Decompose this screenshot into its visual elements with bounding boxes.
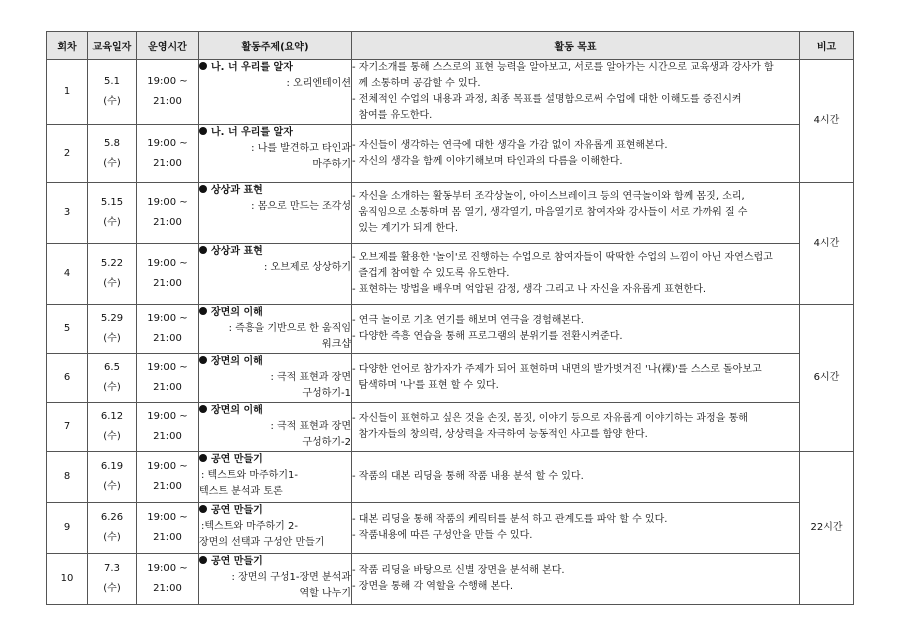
activity-goal bbox=[352, 403, 800, 452]
goal-line: - 작품의 대본 리딩을 통해 작품 내용 분석 할 수 있다. bbox=[352, 471, 584, 482]
day-of-week: (수) bbox=[103, 382, 121, 393]
goal-line: 참가자들의 창의력, 상상력을 자극하여 능동적인 사고를 함양 한다. bbox=[352, 429, 648, 440]
activity-topic bbox=[199, 354, 352, 403]
time-end: 21:00 bbox=[153, 217, 182, 228]
date-value: 5.22 bbox=[100, 258, 124, 269]
session-time bbox=[137, 354, 199, 403]
day-of-week: (수) bbox=[103, 583, 121, 594]
table-row bbox=[47, 554, 854, 605]
session-time bbox=[137, 403, 199, 452]
time-start: 19:00 ~ bbox=[147, 137, 188, 149]
time-start: 19:00 ~ bbox=[147, 76, 188, 87]
activity-goal bbox=[352, 244, 800, 305]
topic-subtitle: : 몸으로 만드는 조각성 bbox=[251, 201, 351, 212]
session-date bbox=[88, 244, 137, 305]
goal-line: - 자신을 소개하는 활동부터 조각상놀이, 아이스브레이크 등의 연극놀이와 함께 몸짓, 소리, bbox=[352, 191, 745, 202]
session-time bbox=[137, 503, 199, 554]
session-number: 9 bbox=[47, 503, 88, 554]
session-date bbox=[88, 183, 137, 244]
table-row bbox=[47, 354, 854, 403]
activity-goal bbox=[352, 125, 800, 183]
day-of-week: (수) bbox=[103, 96, 121, 107]
topic-title-text: 공연 만들기 bbox=[211, 505, 263, 516]
table-row bbox=[47, 125, 854, 183]
topic-subtitle: 구성하기-2 bbox=[302, 437, 351, 448]
date-value: 5.29 bbox=[100, 313, 124, 324]
topic-subtitle: : 극적 표현과 장면 bbox=[270, 421, 351, 432]
session-time bbox=[137, 452, 199, 503]
activity-goal bbox=[352, 503, 800, 554]
session-date bbox=[88, 354, 137, 403]
header-goal: 활동 목표 bbox=[352, 32, 800, 60]
activity-topic bbox=[199, 244, 352, 305]
date-value: 6.19 bbox=[100, 461, 124, 472]
topic-subtitle: : 텍스트와 마주하기1- bbox=[201, 470, 298, 481]
topic-subtitle: 장면의 선택과 구성안 만들기 bbox=[199, 537, 325, 548]
goal-line: - 장면을 통해 각 역할을 수행해 본다. bbox=[352, 581, 514, 592]
activity-goal bbox=[352, 452, 800, 503]
time-start: 19:00 ~ bbox=[147, 411, 188, 422]
goal-line: 즐겁게 참여할 수 있도록 유도한다. bbox=[352, 268, 510, 279]
time-start: 19:00 ~ bbox=[147, 563, 188, 574]
bullet-icon bbox=[199, 185, 207, 193]
topic-title-text: 장면의 이해 bbox=[211, 405, 263, 416]
table-row bbox=[47, 503, 854, 554]
session-time bbox=[137, 305, 199, 354]
session-number: 5 bbox=[47, 305, 88, 354]
time-end: 21:00 bbox=[153, 431, 182, 442]
session-time bbox=[137, 554, 199, 605]
hours-note: 4시간 bbox=[800, 183, 854, 305]
session-time bbox=[137, 125, 199, 183]
date-value: 7.3 bbox=[104, 563, 120, 574]
time-end: 21:00 bbox=[153, 333, 182, 344]
topic-subtitle: :텍스트와 마주하기 2- bbox=[201, 521, 298, 532]
topic-title bbox=[199, 452, 351, 468]
bullet-icon bbox=[199, 62, 207, 70]
topic-title bbox=[199, 554, 351, 570]
time-start: 19:00 ~ bbox=[147, 512, 188, 523]
session-time bbox=[137, 244, 199, 305]
goal-line: 있는 계기가 되게 한다. bbox=[352, 223, 459, 234]
day-of-week: (수) bbox=[103, 431, 121, 442]
topic-subtitle: : 오리엔테이션 bbox=[286, 78, 351, 89]
time-start: 19:00 ~ bbox=[147, 258, 188, 269]
goal-line: - 다양한 언어로 참가자가 주제가 되어 표현하며 내면의 발가벗겨진 '나(裸)'를 스스로 돌아보고 bbox=[352, 364, 762, 375]
session-date bbox=[88, 503, 137, 554]
goal-line: 탐색하며 '나'를 표현 할 수 있다. bbox=[352, 380, 499, 391]
session-number: 1 bbox=[47, 60, 88, 125]
activity-topic bbox=[199, 503, 352, 554]
header-date: 교육일자 bbox=[88, 32, 137, 60]
session-date bbox=[88, 60, 137, 125]
time-end: 21:00 bbox=[153, 278, 182, 289]
session-number: 10 bbox=[47, 554, 88, 605]
day-of-week: (수) bbox=[103, 157, 121, 169]
goal-line: - 전체적인 수업의 내용과 과정, 최종 목표를 설명함으로써 수업에 대한 이해도를 증진시켜 bbox=[352, 94, 742, 105]
goal-line: - 작품내용에 따른 구성안을 만들 수 있다. bbox=[352, 530, 533, 541]
topic-title bbox=[199, 354, 351, 370]
goal-line: - 표현하는 방법을 배우며 억압된 감정, 생각 그리고 나 자신을 자유롭게 표현한다. bbox=[352, 284, 707, 295]
date-value: 5.1 bbox=[104, 76, 120, 87]
hours-note: 22시간 bbox=[800, 452, 854, 605]
activity-goal bbox=[352, 183, 800, 244]
table-row bbox=[47, 60, 854, 125]
activity-goal bbox=[352, 60, 800, 125]
goal-line: - 자신의 생각을 함께 이야기해보며 타인과의 다름을 이해한다. bbox=[352, 155, 623, 167]
date-value: 5.15 bbox=[100, 197, 124, 208]
time-start: 19:00 ~ bbox=[147, 461, 188, 472]
session-number: 4 bbox=[47, 244, 88, 305]
header-time: 운영시간 bbox=[137, 32, 199, 60]
day-of-week: (수) bbox=[103, 532, 121, 543]
time-end: 21:00 bbox=[153, 96, 182, 107]
topic-subtitle: : 장면의 구성1-장면 분석과 bbox=[231, 572, 351, 583]
header-topic: 활동주제(요약) bbox=[199, 32, 352, 60]
session-number: 3 bbox=[47, 183, 88, 244]
topic-title-text: 나. 너 우리를 알자 bbox=[211, 127, 293, 138]
topic-title-text: 공연 만들기 bbox=[211, 556, 263, 567]
session-number: 7 bbox=[47, 403, 88, 452]
activity-topic bbox=[199, 305, 352, 354]
topic-subtitle: : 즉흥을 기반으로 한 움직임 bbox=[228, 323, 351, 334]
session-number: 6 bbox=[47, 354, 88, 403]
topic-title bbox=[199, 403, 351, 419]
table-row bbox=[47, 183, 854, 244]
bullet-icon bbox=[199, 356, 207, 364]
schedule-table bbox=[46, 31, 854, 605]
activity-topic bbox=[199, 60, 352, 125]
date-value: 6.26 bbox=[100, 512, 124, 523]
session-time bbox=[137, 183, 199, 244]
goal-line: 께 소통하며 공감할 수 있다. bbox=[352, 78, 481, 89]
header-note: 비고 bbox=[800, 32, 854, 60]
date-value: 6.12 bbox=[100, 411, 124, 422]
topic-subtitle: : 오브제로 상상하기 bbox=[263, 262, 351, 273]
goal-line: - 오브제를 활용한 '놀이'로 진행하는 수업으로 참여자들이 딱딱한 수업의 느낌이 아닌 자연스럽고 bbox=[352, 252, 773, 263]
session-date bbox=[88, 305, 137, 354]
session-date bbox=[88, 125, 137, 183]
topic-title-text: 상상과 표현 bbox=[211, 246, 263, 257]
activity-topic bbox=[199, 183, 352, 244]
topic-title bbox=[199, 503, 351, 519]
topic-title-text: 장면의 이해 bbox=[211, 307, 263, 318]
topic-title bbox=[199, 183, 351, 199]
session-date bbox=[88, 452, 137, 503]
topic-subtitle: 워크샵 bbox=[322, 339, 351, 350]
table-row bbox=[47, 403, 854, 452]
topic-subtitle: : 극적 표현과 장면 bbox=[270, 372, 351, 383]
time-start: 19:00 ~ bbox=[147, 362, 188, 373]
topic-title bbox=[199, 305, 351, 321]
activity-topic bbox=[199, 403, 352, 452]
day-of-week: (수) bbox=[103, 217, 121, 228]
header-session: 회차 bbox=[47, 32, 88, 60]
time-end: 21:00 bbox=[153, 157, 182, 169]
goal-line: 움직임으로 소통하며 몸 열기, 생각열기, 마음열기로 참여자와 강사들이 서로 가까워 질 수 bbox=[352, 207, 748, 218]
session-number: 8 bbox=[47, 452, 88, 503]
topic-subtitle: 마주하기 bbox=[312, 159, 351, 170]
goal-line: - 대본 리딩을 통해 작품의 케릭터를 분석 하고 관계도를 파악 할 수 있다. bbox=[352, 514, 668, 525]
time-end: 21:00 bbox=[153, 481, 182, 492]
bullet-icon bbox=[199, 405, 207, 413]
session-time bbox=[137, 60, 199, 125]
table-row bbox=[47, 305, 854, 354]
table-row bbox=[47, 244, 854, 305]
topic-title bbox=[199, 125, 351, 141]
bullet-icon bbox=[199, 246, 207, 254]
time-start: 19:00 ~ bbox=[147, 313, 188, 324]
bullet-icon bbox=[199, 505, 207, 513]
topic-title bbox=[199, 244, 351, 260]
goal-line: 참여를 유도한다. bbox=[352, 110, 433, 121]
hours-note: 4시간 bbox=[800, 60, 854, 183]
topic-title-text: 상상과 표현 bbox=[211, 185, 263, 196]
bullet-icon bbox=[199, 454, 207, 462]
topic-title-text: 나. 너 우리를 알자 bbox=[211, 62, 293, 73]
topic-subtitle: 텍스트 분석과 토론 bbox=[199, 486, 283, 497]
header-row bbox=[47, 32, 854, 60]
day-of-week: (수) bbox=[103, 481, 121, 492]
goal-line: - 작품 리딩을 바탕으로 신별 장면을 분석해 본다. bbox=[352, 565, 565, 576]
activity-topic bbox=[199, 125, 352, 183]
day-of-week: (수) bbox=[103, 278, 121, 289]
topic-title-text: 공연 만들기 bbox=[211, 454, 263, 465]
session-date bbox=[88, 554, 137, 605]
activity-goal bbox=[352, 354, 800, 403]
goal-line: - 자신들이 표현하고 싶은 것을 손짓, 몸짓, 이야기 등으로 자유롭게 이야기하는 과정을 통해 bbox=[352, 413, 748, 424]
bullet-icon bbox=[199, 127, 207, 135]
goal-line: - 다양한 즉흥 연습을 통해 프로그램의 분위기를 전환시켜준다. bbox=[352, 331, 623, 342]
time-end: 21:00 bbox=[153, 532, 182, 543]
goal-line: - 연극 놀이로 기초 연기를 해보며 연극을 경험해본다. bbox=[352, 315, 584, 326]
day-of-week: (수) bbox=[103, 333, 121, 344]
topic-title bbox=[199, 60, 351, 76]
activity-goal bbox=[352, 554, 800, 605]
time-end: 21:00 bbox=[153, 583, 182, 594]
topic-title-text: 장면의 이해 bbox=[211, 356, 263, 367]
bullet-icon bbox=[199, 307, 207, 315]
session-number: 2 bbox=[47, 125, 88, 183]
time-start: 19:00 ~ bbox=[147, 197, 188, 208]
goal-line: - 자기소개를 통해 스스로의 표현 능력을 알아보고, 서로를 알아가는 시간으로 교육생과 강사가 함 bbox=[352, 62, 774, 73]
goal-line: - 자신들이 생각하는 연극에 대한 생각을 가감 없이 자유롭게 표현해본다. bbox=[352, 139, 668, 151]
topic-subtitle: 역할 나누기 bbox=[299, 588, 351, 599]
date-value: 5.8 bbox=[104, 137, 120, 149]
bullet-icon bbox=[199, 556, 207, 564]
session-date bbox=[88, 403, 137, 452]
topic-subtitle: 구성하기-1 bbox=[302, 388, 351, 399]
activity-topic bbox=[199, 452, 352, 503]
topic-subtitle: : 나를 발견하고 타인과 bbox=[251, 143, 351, 154]
activity-topic bbox=[199, 554, 352, 605]
date-value: 6.5 bbox=[104, 362, 120, 373]
activity-goal bbox=[352, 305, 800, 354]
time-end: 21:00 bbox=[153, 382, 182, 393]
hours-note: 6시간 bbox=[800, 305, 854, 452]
table-row bbox=[47, 452, 854, 503]
